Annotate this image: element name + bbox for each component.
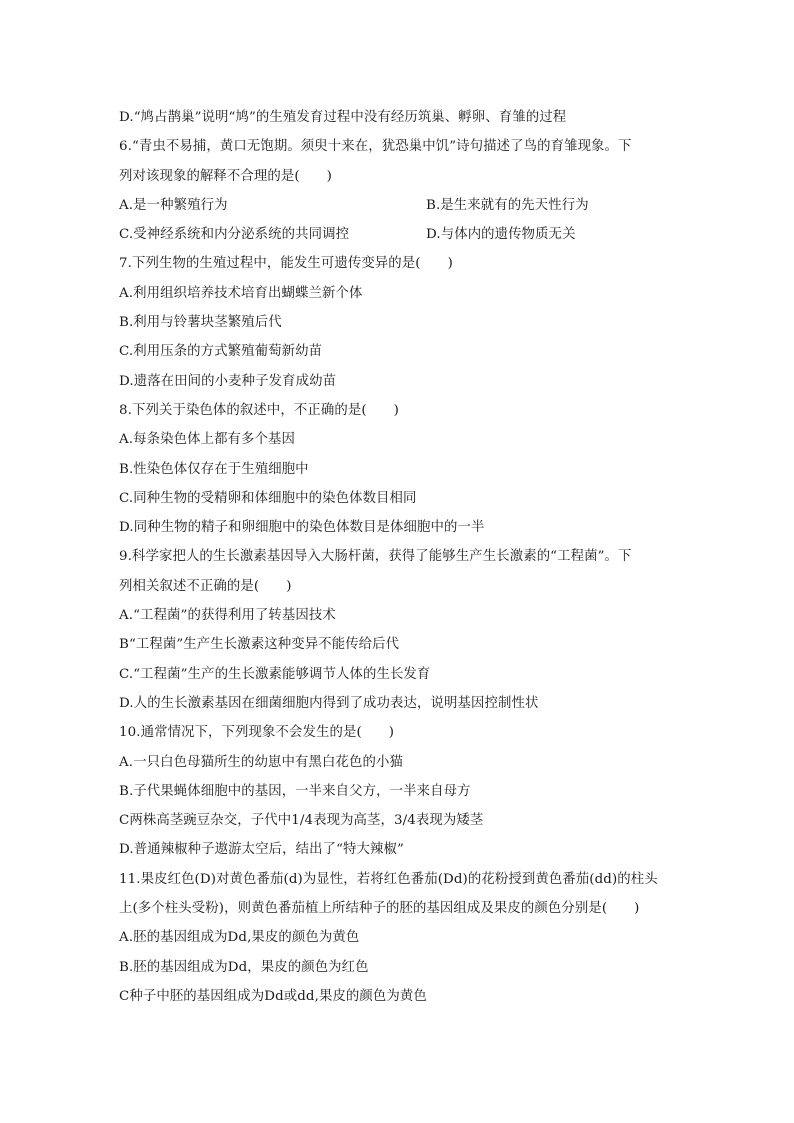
q6-option-b: B.是生来就有的先天性行为 (426, 197, 589, 213)
q8-option-a: A.每条染色体上都有多个基因 (119, 432, 296, 448)
q9-option-c: C.“工程菌”生产的生长激素能够调节人体的生长发育 (119, 666, 431, 682)
q9-option-a: A.“工程菌”的获得利用了转基因技术 (119, 608, 336, 624)
question-text-block (119, 103, 679, 1011)
q6-options-row-2 (119, 220, 679, 249)
q7-option-a: A.利用组织培养技术培育出蝴蝶兰新个体 (119, 285, 363, 301)
q6-stem-line-2: 列对该现象的解释不合理的是( ) (119, 168, 333, 184)
q9-stem-line-2: 列相关叙述不正确的是( ) (119, 578, 292, 594)
q10-option-b: B.子代果蝇体细胞中的基因，一半来自父方，一半来自母方 (119, 783, 471, 799)
q8-option-c: C.同种生物的受精卵和体细胞中的染色体数目相同 (119, 490, 417, 506)
q8-option-b: B.性染色体仅存在于生殖细胞中 (119, 461, 309, 477)
q6-option-a: A.是一种繁殖行为 (119, 197, 228, 213)
q8-option-d: D.同种生物的精子和卵细胞中的染色体数目是体细胞中的一半 (119, 520, 485, 536)
q8-stem: 8.下列关于染色体的叙述中，不正确的是( ) (119, 402, 399, 418)
q6-option-c: C.受神经系统和内分泌系统的共同调控 (119, 227, 350, 243)
q6-options-row-1 (119, 191, 679, 220)
q11-option-a: A.胚的基因组成为Dd,果皮的颜色为黄色 (119, 930, 360, 946)
q10-option-d: D.普通辣椒种子遨游太空后，结出了“特大辣椒” (119, 842, 404, 858)
q10-option-a: A.一只白色母猫所生的幼崽中有黑白花色的小猫 (119, 754, 403, 770)
q9-stem-line-1: 9.科学家把人的生长激素基因导入大肠杆菌，获得了能够生产生长激素的“工程菌”。下 (119, 549, 632, 565)
q11-stem-line-1: 11.果皮红色(D)对黄色番茄(d)为显性，若将红色番茄(Dd)的花粉授到黄色番茄(dd)的柱头 (119, 871, 658, 887)
q6-stem-line-1: 6.“青虫不易捕，黄口无饱期。须臾十来在，犹恐巢中饥”诗句描述了鸟的育雏现象。下 (119, 139, 632, 155)
q11-stem-line-2: 上(多个柱头受粉)，则黄色番茄植上所结种子的胚的基因组成及果皮的颜色分别是( ) (119, 901, 640, 917)
q10-option-c: C两株高茎豌豆杂交，子代中1/4表现为高茎，3/4表现为矮茎 (119, 813, 484, 829)
q10-stem: 10.通常情况下，下列现象不会发生的是( ) (119, 725, 395, 741)
q11-option-b: B.胚的基因组成为Dd，果皮的颜色为红色 (119, 959, 369, 975)
q7-option-c: C.利用压条的方式繁殖葡萄新幼苗 (119, 344, 323, 360)
q7-option-d: D.遗落在田间的小麦种子发育成幼苗 (119, 373, 337, 389)
q9-option-d: D.人的生长激素基因在细菌细胞内得到了成功表达，说明基因控制性状 (119, 695, 539, 711)
q5-option-d: D.“鸠占鹊巢”说明“鸠”的生殖发育过程中没有经历筑巢、孵卵、育雏的过程 (119, 110, 567, 125)
q9-option-b: B“工程菌”生产生长激素这种变异不能传给后代 (119, 637, 400, 653)
q7-stem: 7.下列生物的生殖过程中，能发生可遗传变异的是( ) (119, 256, 453, 272)
q11-option-c: C种子中胚的基因组成为Dd或dd,果皮的颜色为黄色 (119, 988, 427, 1004)
q7-option-b: B.利用与铃薯块茎繁殖后代 (119, 315, 282, 331)
q6-option-d: D.与体内的遗传物质无关 (426, 227, 576, 243)
